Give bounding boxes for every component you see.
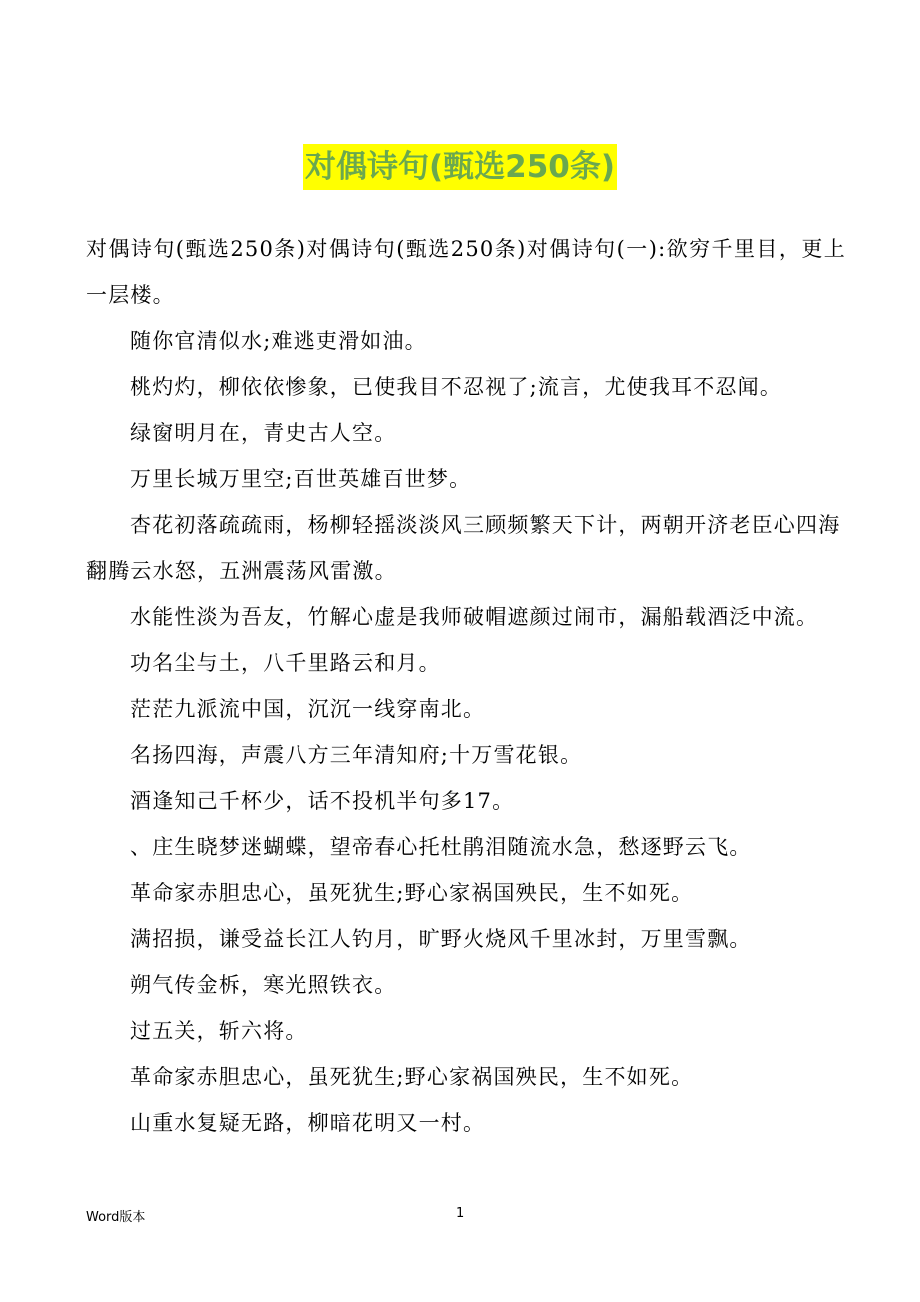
couplet-line: 酒逢知己千杯少，话不投机半句多17。 — [130, 789, 515, 813]
couplet-line: 杏花初落疏疏雨，杨柳轻摇淡淡风三顾频繁天下计，两朝开济老臣心四海翻腾云水怒，五洲震荡风雷激。 — [86, 513, 841, 583]
couplet-line: 过五关，斩六将。 — [130, 1019, 308, 1043]
couplet-line: 革命家赤胆忠心，虽死犹生;野心家祸国殃民，生不如死。 — [130, 881, 694, 905]
couplet-line: 随你官清似水;难逃吏滑如油。 — [130, 329, 427, 353]
couplet-line: 山重水复疑无路，柳暗花明又一村。 — [130, 1111, 486, 1135]
document-body — [86, 226, 846, 1146]
footer-label: Word版本 — [86, 1210, 146, 1225]
couplet-line: 桃灼灼，柳依依惨象，已使我目不忍视了;流言，尤使我耳不忍闻。 — [130, 375, 783, 399]
couplet-line: 功名尘与土，八千里路云和月。 — [130, 651, 441, 675]
couplet-line: 名扬四海，声震八方三年清知府;十万雪花银。 — [130, 743, 583, 767]
intro-paragraph: 对偶诗句(甄选250条)对偶诗句(甄选250条)对偶诗句(一):欲穷千里目，更上一层楼。 — [86, 237, 846, 307]
couplet-list — [86, 318, 846, 1146]
couplet-line: 满招损，谦受益长江人钓月，旷野火烧风千里冰封，万里雪飘。 — [130, 927, 752, 951]
document-title: 对偶诗句(甄选250条) — [303, 144, 617, 190]
page-number: 1 — [456, 1206, 465, 1221]
couplet-line: 朔气传金柝，寒光照铁衣。 — [130, 973, 397, 997]
couplet-line: 革命家赤胆忠心，虽死犹生;野心家祸国殃民，生不如死。 — [130, 1065, 694, 1089]
couplet-line: 茫茫九派流中国，沉沉一线穿南北。 — [130, 697, 486, 721]
couplet-line: 、庄生晓梦迷蝴蝶，望帝春心托杜鹃泪随流水急，愁逐野云飞。 — [130, 835, 752, 859]
couplet-line: 绿窗明月在，青史古人空。 — [130, 421, 397, 445]
couplet-line: 万里长城万里空;百世英雄百世梦。 — [130, 467, 472, 491]
couplet-line: 水能性淡为吾友，竹解心虚是我师破帽遮颜过闹市，漏船载酒泛中流。 — [130, 605, 819, 629]
title-area — [0, 144, 920, 190]
